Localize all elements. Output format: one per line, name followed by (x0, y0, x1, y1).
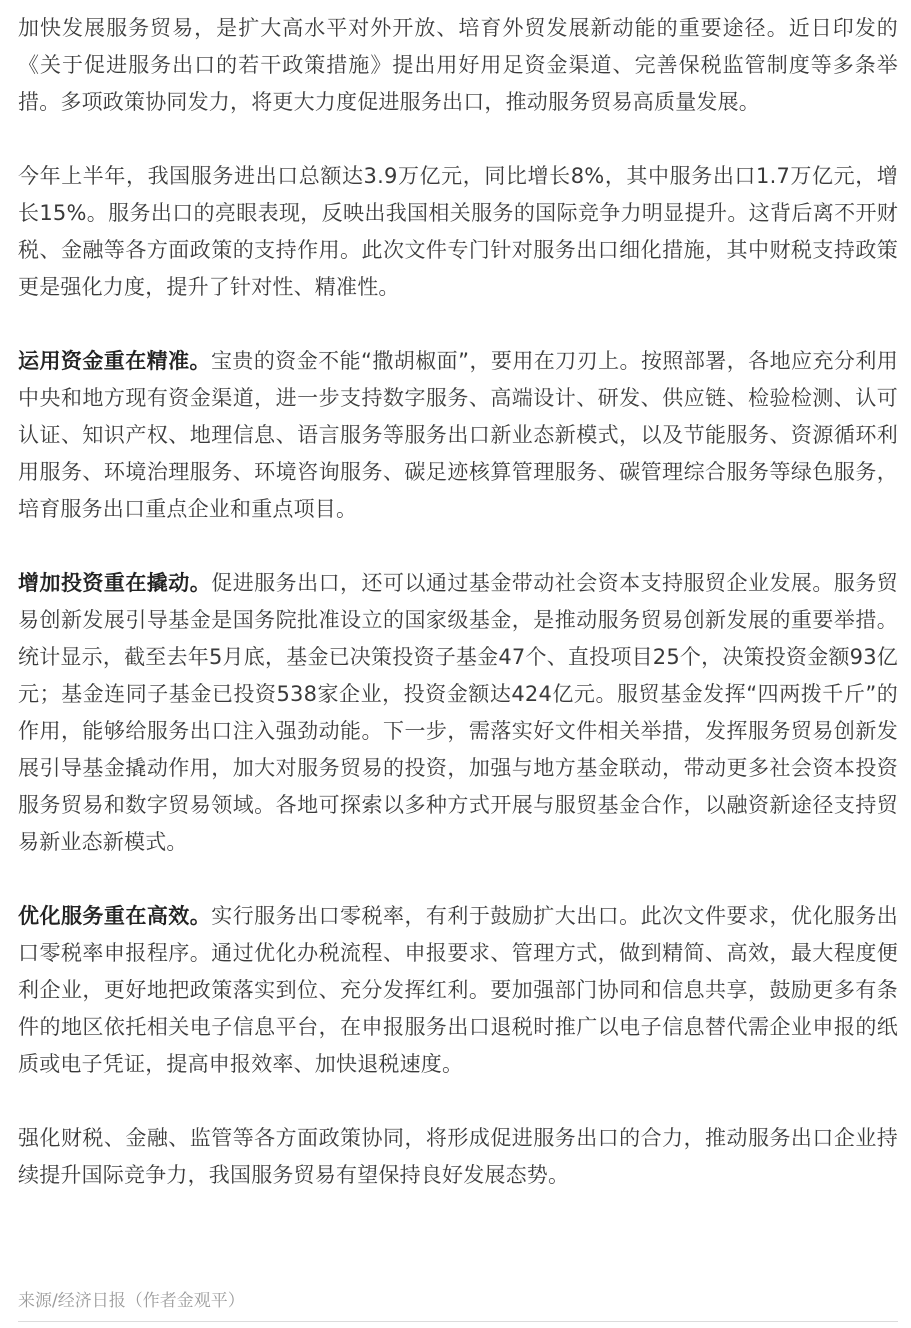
paragraph-gap (18, 121, 898, 158)
paragraph-gap (18, 528, 898, 565)
paragraph-body-investment: 促进服务出口，还可以通过基金带动社会资本支持服贸企业发展。服务贸易创新发展引导基金是国务院批准设立的国家级基金，是推动服务贸易创新发展的重要举措。统计显示，截至去年5月底，基金已决策投资子基金47个、直投项目25个，决策投资金额93亿元；基金连同子基金已投资538家企业，投资金额达424亿元。服贸基金发挥“四两拨千斤”的作用，能够给服务出口注入强劲动能。下一步，需落实好文件相关举措，发挥服务贸易创新发展引导基金撬动作用，加大对服务贸易的投资，加强与地方基金联动，带动更多社会资本投资服务贸易和数字贸易领域。各地可探索以多种方式开展与服贸基金合作，以融资新途径支持贸易新业态新模式。 (18, 571, 898, 854)
paragraph-body-service: 实行服务出口零税率，有利于鼓励扩大出口。此次文件要求，优化服务出口零税率申报程序。通过优化办税流程、申报要求、管理方式，做到精简、高效，最大程度便利企业，更好地把政策落实到位、充分发挥红利。要加强部门协同和信息共享，鼓励更多有条件的地区依托相关电子信息平台，在申报服务出口退税时推广以电子信息替代需企业申报的纸质或电子凭证，提高申报效率、加快退税速度。 (18, 904, 898, 1076)
paragraph-conclusion: 强化财税、金融、监管等各方面政策协同，将形成促进服务出口的合力，推动服务出口企业持续提升国际竞争力，我国服务贸易有望保持良好发展态势。 (18, 1126, 898, 1187)
footer-divider (18, 1321, 898, 1322)
paragraph-gap (18, 861, 898, 898)
paragraph-intro: 加快发展服务贸易，是扩大高水平对外开放、培育外贸发展新动能的重要途径。近日印发的《关于促进服务出口的若干政策措施》提出用好用足资金渠道、完善保税监管制度等多条举措。多项政策协同发力，将更大力度促进服务出口，推动服务贸易高质量发展。 (18, 16, 898, 114)
paragraph-first-half-data: 今年上半年，我国服务进出口总额达3.9万亿元，同比增长8%，其中服务出口1.7万亿元，增长15%。服务出口的亮眼表现，反映出我国相关服务的国际竞争力明显提升。这背后离不开财税、金融等各方面政策的支持作用。此次文件专门针对服务出口细化措施，其中财税支持政策更是强化力度，提升了针对性、精准性。 (18, 164, 898, 299)
paragraph-lead-service: 优化服务重在高效。 (18, 904, 212, 928)
paragraph-funding (18, 343, 898, 528)
paragraph-lead-investment: 增加投资重在撬动。 (18, 571, 212, 595)
paragraph-investment (18, 565, 898, 861)
paragraph-gap (18, 306, 898, 343)
article-source: 来源/经济日报（作者金观平） (18, 1291, 245, 1311)
paragraph-service (18, 898, 898, 1083)
paragraph-body-funding: 宝贵的资金不能“撒胡椒面”，要用在刀刃上。按照部署，各地应充分利用中央和地方现有资金渠道，进一步支持数字服务、高端设计、研发、供应链、检验检测、认可认证、知识产权、地理信息、语言服务等服务出口新业态新模式，以及节能服务、资源循环利用服务、环境治理服务、环境咨询服务、碳足迹核算管理服务、碳管理综合服务等绿色服务，培育服务出口重点企业和重点项目。 (18, 349, 898, 521)
article-body (18, 10, 898, 1194)
paragraph-gap (18, 1083, 898, 1120)
paragraph-lead-funding: 运用资金重在精准。 (18, 349, 211, 373)
